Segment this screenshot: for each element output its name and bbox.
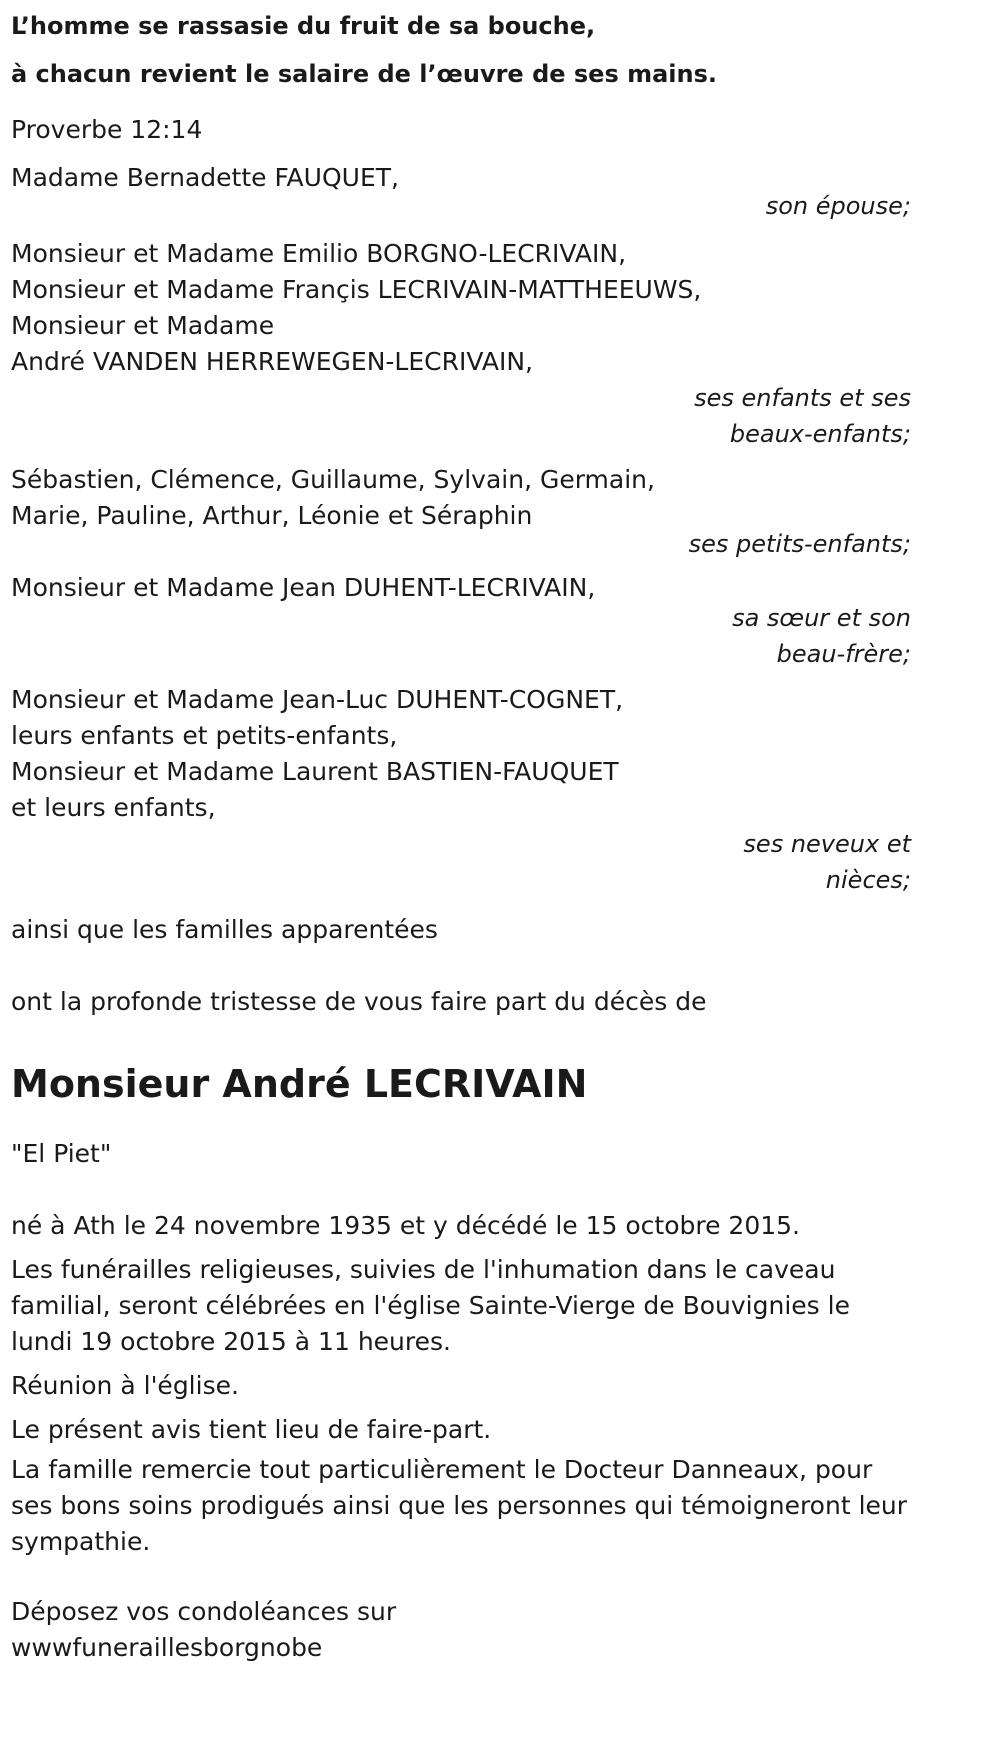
grandchildren-line-2: Marie, Pauline, Arthur, Léonie et Séraphin bbox=[11, 501, 533, 530]
families-line: ainsi que les familles apparentées bbox=[11, 915, 438, 944]
sibling-role-line-2: beau-frère; bbox=[776, 640, 911, 668]
spouse-role bbox=[11, 186, 991, 226]
grandchildren-block bbox=[11, 462, 991, 562]
child-name-1: Monsieur et Madame Emilio BORGNO-LECRIVAIN, bbox=[11, 239, 627, 268]
nephews-role-line-1: ses neveux et bbox=[743, 830, 911, 858]
nephews-line-2: leurs enfants et petits-enfants, bbox=[11, 721, 398, 750]
condolences-url[interactable]: wwwfuneraillesborgnobe bbox=[11, 1633, 323, 1662]
bible-verse bbox=[11, 2, 991, 98]
announcement-line: ont la profonde tristesse de vous faire part du décès de bbox=[11, 987, 707, 1016]
verse-reference: Proverbe 12:14 bbox=[11, 115, 203, 144]
nephews-line-1: Monsieur et Madame Jean-Luc DUHENT-COGNET, bbox=[11, 685, 624, 714]
nephews-block bbox=[11, 682, 991, 898]
thanks-paragraph: La famille remercie tout particulièrement le Docteur Danneaux, pour ses bons soins prodigués ainsi que les personnes qui témoigneront leur sympathie. bbox=[11, 1455, 908, 1556]
obituary-notice bbox=[11, 0, 991, 1666]
nephews-role-line-2: nièces; bbox=[825, 866, 911, 894]
nephews-line-4: et leurs enfants, bbox=[11, 793, 216, 822]
birth-death: né à Ath le 24 novembre 1935 et y décédé le 15 octobre 2015. bbox=[11, 1211, 801, 1240]
nickname: "El Piet" bbox=[11, 1139, 112, 1168]
spouse-name: Madame Bernadette FAUQUET, bbox=[11, 163, 399, 192]
child-name-3: Monsieur et Madame bbox=[11, 311, 275, 340]
deceased-name: Monsieur André LECRIVAIN bbox=[11, 1062, 588, 1106]
grandchildren-role-text: ses petits-enfants; bbox=[688, 530, 911, 558]
meeting-line: Réunion à l'église. bbox=[11, 1371, 239, 1400]
grandchildren-line-1: Sébastien, Clémence, Guillaume, Sylvain, Germain, bbox=[11, 465, 655, 494]
grandchildren-role bbox=[11, 526, 991, 562]
children-role bbox=[11, 380, 991, 452]
verse-line-1: L’homme se rassasie du fruit de sa bouche, bbox=[11, 12, 596, 40]
sibling-role bbox=[11, 600, 991, 672]
condolences-line-1: Déposez vos condoléances sur bbox=[11, 1597, 397, 1626]
children-block bbox=[11, 236, 991, 452]
children-role-line-1: ses enfants et ses bbox=[694, 384, 911, 412]
child-name-2: Monsieur et Madame Françis LECRIVAIN-MATTHEEUWS, bbox=[11, 275, 702, 304]
sibling-role-line-1: sa sœur et son bbox=[732, 604, 911, 632]
sibling-name: Monsieur et Madame Jean DUHENT-LECRIVAIN, bbox=[11, 573, 596, 602]
children-role-line-2: beaux-enfants; bbox=[729, 420, 911, 448]
sibling-block bbox=[11, 570, 991, 672]
spouse-block bbox=[11, 158, 991, 226]
notice-line: Le présent avis tient lieu de faire-part. bbox=[11, 1415, 492, 1444]
spouse-role-text: son épouse; bbox=[765, 192, 911, 220]
nephews-line-3: Monsieur et Madame Laurent BASTIEN-FAUQUET bbox=[11, 757, 619, 786]
nephews-role bbox=[11, 826, 991, 898]
child-name-4: André VANDEN HERREWEGEN-LECRIVAIN, bbox=[11, 347, 533, 376]
funeral-details: Les funérailles religieuses, suivies de l'inhumation dans le caveau familial, seront célébrées en l'église Sainte-Vierge de Bouvignies le lundi 19 octobre 2015 à 11 heures. bbox=[11, 1255, 850, 1356]
verse-line-2: à chacun revient le salaire de l’œuvre de ses mains. bbox=[11, 60, 717, 88]
